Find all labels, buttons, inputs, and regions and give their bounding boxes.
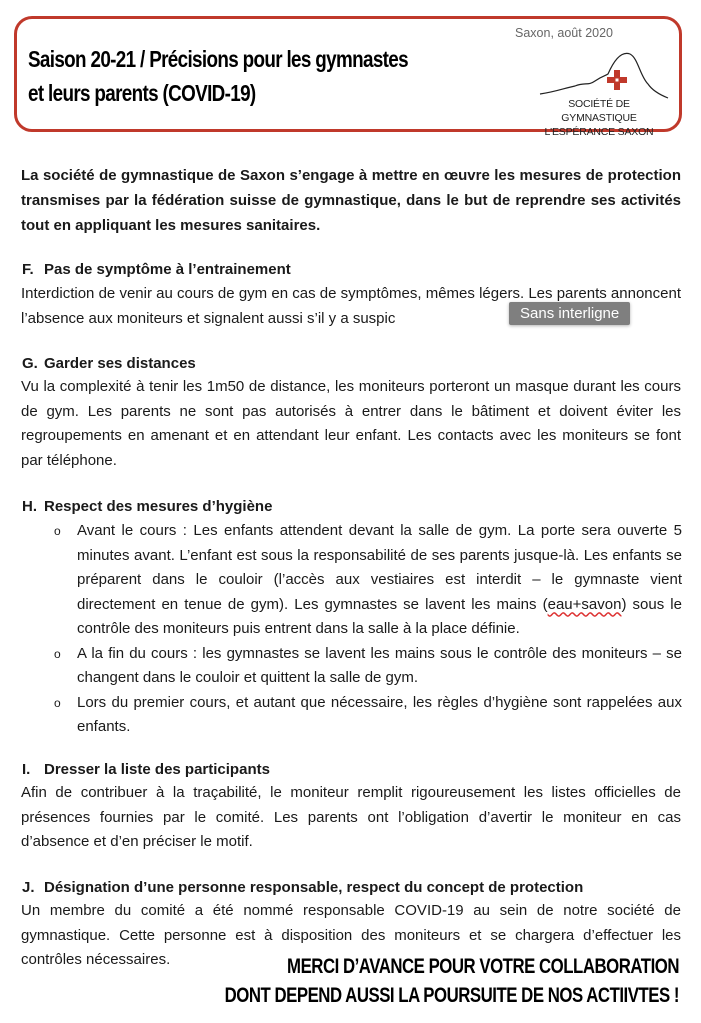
bullet-icon: o: [54, 646, 61, 661]
section-heading-g: G. Garder ses distances: [22, 355, 196, 372]
list-item: o Avant le cours : Les enfants attendent devant la salle de gym. La porte sera ouverte 5 minutes avant. L’enfant est sous la responsabilité de ses parents jusque-là. Les enfants se préparent dans le couloir (l’accès aux vestiaires est interdit – le gymnaste vient directement en tenue de gym). Les gymnastes se lavent les mains (eau+savon) sous le contrôle des moniteurs puis entrent dans la salle à la place définie.: [52, 519, 682, 642]
spellcheck-flag[interactable]: eau+savon: [547, 595, 622, 613]
section-heading-h: H. Respect des mesures d’hygiène: [22, 498, 273, 515]
bullet-icon: o: [54, 695, 61, 710]
bullet-icon: o: [54, 524, 61, 538]
section-text-j: Un membre du comité a été nommé responsable COVID-19 au sein de notre société de gymnastique. Cette personne est à disposition des moniteurs et se chargera d’effectuer les contrôles nécessaires.: [21, 902, 681, 968]
section-heading-i: I. Dresser la liste des participants: [22, 761, 270, 778]
closing-message: MERCI D’AVANCE POUR VOTRE COLLABORATION DONT DEPEND AUSSI LA POURSUITE DE NOS ACTIIVTES !: [224, 955, 680, 1007]
section-text-i: Afin de contribuer à la traçabilité, le moniteur remplit rigoureusement les listes officielles de présences fournies par le comité. Les parents ont l’obligation d’avertir le moniteur en cas d’absence et d’en préciser le motif.: [21, 784, 681, 850]
mountain-outline: [540, 53, 668, 98]
section-text-g: Vu la complexité à tenir les 1m50 de distance, les moniteurs porteront un masque durant les cours de gym. Les parents ne sont pas autorisés à entrer dans le bâtiment et doivent éviter les regroupements en amenant et en attendant leur enfant. Les contacts avec les moniteurs se font par téléphone.: [21, 378, 681, 469]
title-line-1: Saison 20-21 / Précisions pour les gymnastes: [28, 46, 408, 72]
section-text-f: Interdiction de venir au cours de gym en cas de symptômes, mêmes légers. Les parents annoncent l’absence aux moniteurs et signalent aussi s’il y a suspic: [21, 285, 681, 327]
hygiene-list: [52, 519, 682, 740]
section-heading-j: J. Désignation d’une personne responsable, respect du concept de protection: [22, 879, 584, 896]
section-heading-f: F. Pas de symptôme à l’entrainement: [22, 261, 291, 278]
document-date: Saxon, août 2020: [515, 26, 613, 40]
list-item: o Lors du premier cours, et autant que nécessaire, les règles d’hygiène sont rappelées aux enfants.: [52, 691, 682, 740]
style-tooltip: Sans interligne: [509, 302, 630, 325]
club-name: SOCIÉTÉ DE GYMNASTIQUE L'ESPÉRANCE SAXON: [544, 98, 654, 138]
intro-paragraph: La société de gymnastique de Saxon s’engage à mettre en œuvre les mesures de protection transmises par la fédération suisse de gymnastique, dans le but de reprendre ses activités tout en appliquant les mesures sanitaires.: [21, 167, 681, 234]
title-line-2: et leurs parents (COVID-19): [28, 80, 256, 106]
document-title: [28, 42, 512, 110]
list-item: o A la fin du cours : les gymnastes se lavent les mains sous le contrôle des moniteurs – se changent dans le couloir et quittent la salle de gym.: [52, 642, 682, 691]
